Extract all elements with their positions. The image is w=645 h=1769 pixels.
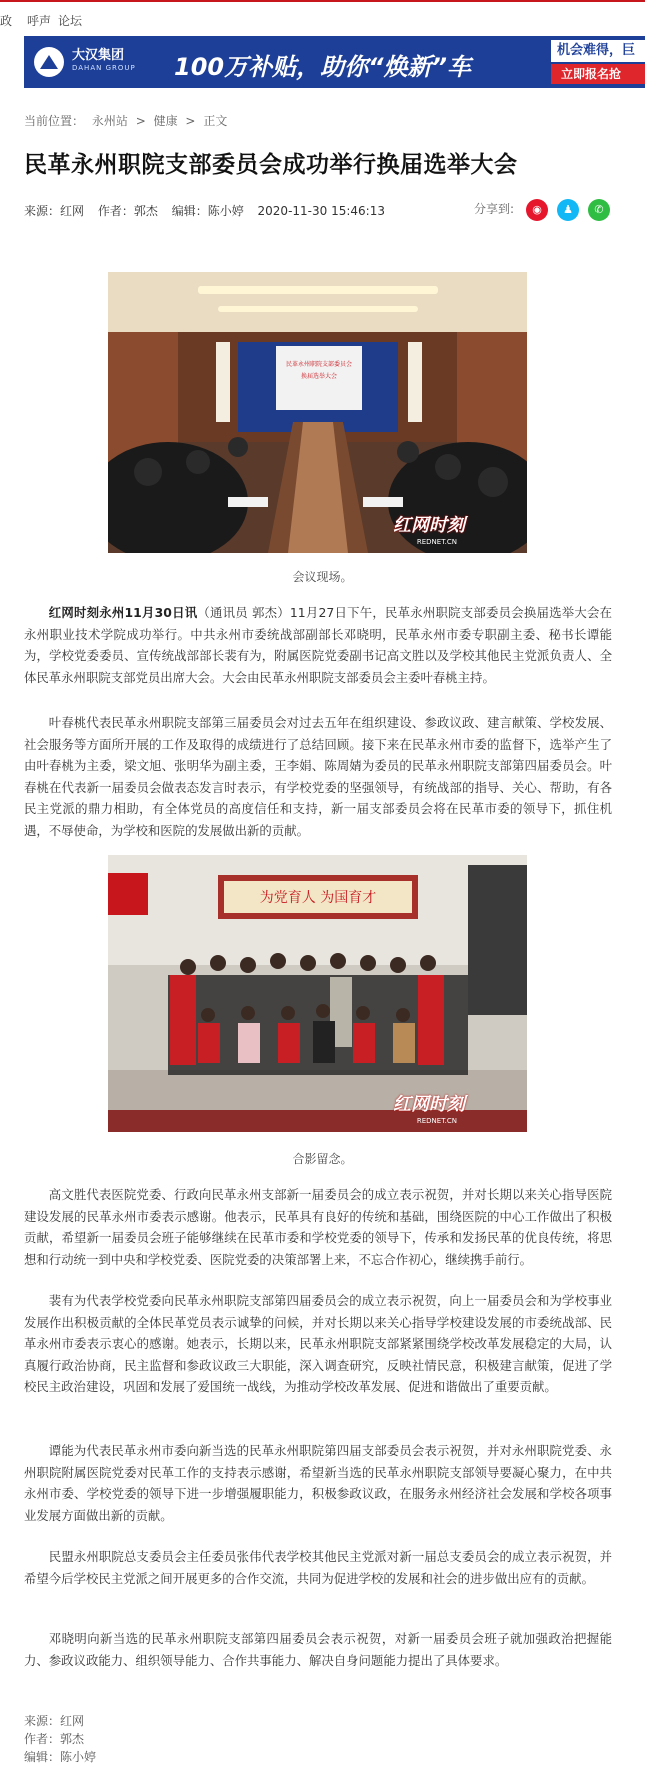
breadcrumb-item-health[interactable]: 健康	[153, 114, 178, 128]
banner-brand-en: DAHAN GROUP	[72, 64, 136, 72]
image-caption-group: 合影留念。	[292, 1152, 353, 1166]
banner-headline: 100万补贴，助你“焕新”车	[174, 53, 472, 81]
meta-datetime: 2020-11-30 15:46:13	[257, 204, 385, 218]
banner-brand: 大汉集团	[72, 48, 125, 63]
article-meta	[24, 202, 395, 219]
qq-share-icon[interactable]: ♟	[557, 199, 579, 221]
footer-editor: 编辑：陈小婷	[24, 1750, 97, 1764]
breadcrumb-label: 当前位置：	[24, 114, 85, 128]
image-caption-meeting: 会议现场。	[292, 570, 353, 584]
screen-text-line2: 换届选举大会	[300, 373, 338, 380]
share-label: 分享到:	[474, 202, 515, 216]
rednet-watermark: 红网时刻	[393, 515, 465, 536]
breadcrumb-item-yongzhou[interactable]: 永州站	[91, 114, 128, 128]
breadcrumb-separator: >	[185, 114, 196, 128]
article-title: 民革永州职院支部委员会成功举行换届选举大会	[24, 152, 518, 178]
meta-source: 来源：红网	[24, 204, 85, 218]
banner-signup-button[interactable]: 立即报名抢	[551, 64, 645, 84]
breadcrumb-separator: >	[135, 114, 146, 128]
nav-link-forum[interactable]: 论坛	[58, 14, 83, 28]
wechat-share-icon[interactable]: ✆	[588, 199, 610, 221]
article-paragraph-text: （通讯员 郭杰）11月27日下午，民革永州职院支部委员会换届选举大会在永州职业技术学院成功举行。中共永州市委统战部副部长邓晓明，民革永州市委专职副主委、秘书长谭能为，学校党委委员、宣传统战部部长裴有为，附属医院党委副书记高文胜以及学校其他民主党派负责人、全体民革永州职院支部党员出席大会。大会由民革永州职院支部委员会主委叶春桃主持。	[24, 605, 612, 685]
breadcrumb-item-article: 正文	[203, 114, 228, 128]
footer-source: 来源：红网	[24, 1714, 85, 1728]
meta-author: 作者：郭杰	[97, 204, 158, 218]
hall-banner-text: 为党育人 为国育才	[259, 890, 377, 906]
weibo-share-icon[interactable]: ◉	[526, 199, 548, 221]
group-photo	[108, 855, 527, 1132]
rednet-watermark: 红网时刻	[393, 1094, 465, 1115]
breadcrumb	[24, 112, 231, 129]
ad-banner[interactable]	[24, 36, 645, 88]
article-paragraph: 叶春桃代表民革永州职院支部第三届委员会对过去五年在组织建设、参政议政、建言献策、学校发展、社会服务等方面所开展的工作及取得的成绩进行了总结回顾。接下来在民革永州市委的监督下，选举产生了由叶春桃为主委，梁文旭、张明华为副主委，王李娟、陈周婧为委员的民革永州职院支部第四届委员会。叶春桃在代表新一届委员会做表态发言时表示，有学校党委的坚强领导，有统战部的指导、关心、帮助，有各民主党派的鼎力相助，有全体党员的高度信任和支持，新一届支部委员会将在民革市委的领导下，抓住机遇，不辱使命，为学校和医院的发展做出新的贡献。	[24, 715, 612, 838]
nav-link-voice[interactable]: 呼声	[27, 14, 52, 28]
rednet-watermark-sub: REDNET.CN	[416, 1117, 457, 1125]
article-lead: 红网时刻永州11月30日讯	[48, 605, 198, 620]
footer-author: 作者：郭杰	[24, 1732, 85, 1746]
meta-editor: 编辑：陈小婷	[171, 204, 244, 218]
article-paragraph: 高文胜代表医院党委、行政向民革永州支部新一届委员会的成立表示祝贺，并对长期以来关心指导医院建设发展的民革永州市委表示感谢。他表示，民革具有良好的传统和基础，围绕医院的中心工作做出了积极贡献，希望新一届委员会班子能够继续在民革市委和学校党委的领导下，传承和发扬民革的优良传统，将思想和行动统一到中央和学校党委、医院党委的决策部署上来，不忘合作初心，继续携手前行。	[24, 1187, 612, 1267]
rednet-watermark-sub: REDNET.CN	[416, 538, 457, 546]
meeting-photo	[108, 272, 527, 553]
top-nav	[0, 0, 645, 36]
banner-cta-text: 机会难得，巨	[551, 40, 645, 62]
article-paragraph: 民盟永州职院总支委员会主任委员张伟代表学校其他民主党派对新一届总支委员会的成立表示祝贺，并希望今后学校民主党派之间开展更多的合作交流，共同为促进学校的发展和社会的进步做出应有的贡献。	[24, 1549, 612, 1586]
dahan-logo-icon	[34, 47, 64, 77]
article-paragraph: 邓晓明向新当选的民革永州职院支部第四届委员会表示祝贺，对新一届委员会班子就加强政治把握能力、参政议政能力、组织领导能力、合作共事能力、解决自身问题能力提出了具体要求。	[24, 1631, 612, 1668]
article-paragraph: 谭能为代表民革永州市委向新当选的民革永州职院第四届支部委员会表示祝贺，并对永州职院党委、永州职院附属医院党委对民革工作的支持表示感谢，希望新当选的民革永州职院支部领导要凝心聚力，在中共永州市委、学校党委的领导下进一步增强履职能力，积极参政议政，在服务永州经济社会发展和学校各项事业发展方面做出新的贡献。	[24, 1443, 612, 1523]
article-paragraph: 裴有为代表学校党委向民革永州职院支部第四届委员会的成立表示祝贺，向上一届委员会和为学校事业发展作出积极贡献的全体民革党员表示诚挚的问候，并对长期以来关心指导学校建设发展的市委统战部、民革永州市委表示衷心的感谢。她表示，长期以来，民革永州职院支部紧紧围绕学校改革发展稳定的大局，认真履行政治协商，民主监督和参政议政三大职能，深入调查研究，反映社情民意，积极建言献策，促进了学校民主政治建设，巩固和发展了爱国统一战线，为推动学校改革发展、促进和谐做出了重要贡献。	[24, 1293, 612, 1394]
article-paragraph	[24, 602, 612, 688]
screen-text-line1: 民革永州职院支部委员会	[285, 361, 353, 368]
nav-link-politics[interactable]: 政	[0, 14, 13, 28]
